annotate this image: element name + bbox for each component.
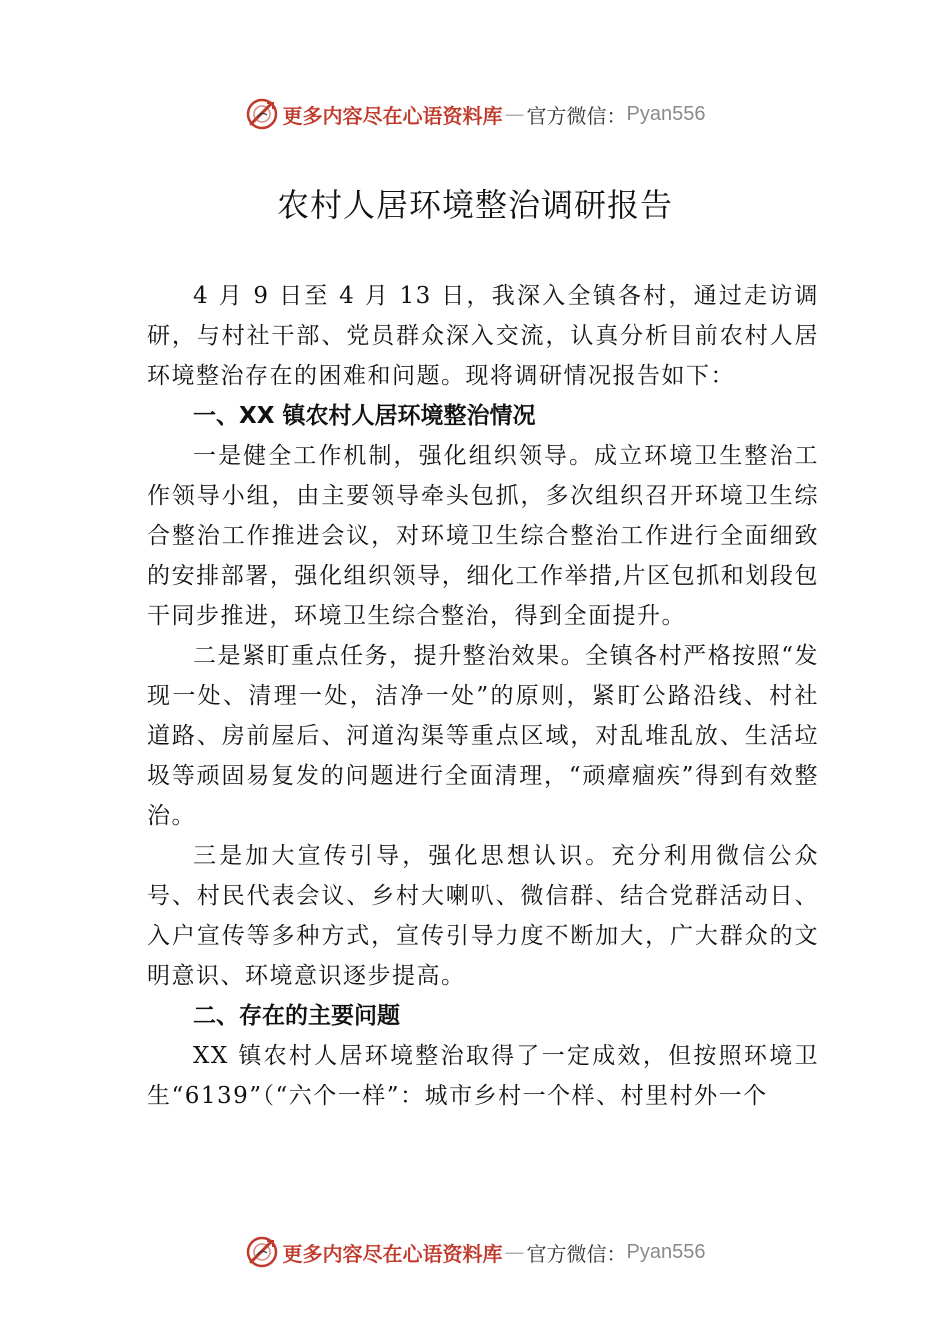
banner-wechat-label: 官方微信： (526, 1241, 627, 1266)
document-body (147, 276, 819, 1116)
section-heading-1: 一、XX 镇农村人居环境整治情况 (193, 403, 536, 429)
paragraph-mechanism: 一是健全工作机制，强化组织领导。成立环境卫生整治工作领导小组，由主要领导牵头包抓，多次组织召开环境卫生综合整治工作推进会议，对环境卫生综合整治工作进行全面细致的安排部署，强化组织领导，细化工作举措,片区包抓和划段包干同步推进，环境卫生综合整治，得到全面提升。 (147, 443, 819, 629)
paragraph-problems: XX 镇农村人居环境整治取得了一定成效，但按照环境卫生“6139”（“六个一样”：城市乡村一个样、村里村外一个 (147, 1043, 819, 1109)
paragraph-tasks: 二是紧盯重点任务，提升整治效果。全镇各村严格按照“发现一处、清理一处，洁净一处”的原则，紧盯公路沿线、村社道路、房前屋后、河道沟渠等重点区域，对乱堆乱放、生活垃圾等顽固易复发的问题进行全面清理，“顽瘴痼疾”得到有效整治。 (147, 643, 819, 829)
banner-dash: — (504, 102, 525, 126)
brand-logo-icon (245, 97, 279, 131)
document-title: 农村人居环境整治调研报告 (276, 186, 673, 224)
paragraph-publicity: 三是加大宣传引导，强化思想认识。充分利用微信公众号、村民代表会议、乡村大喇叭、微信群、结合党群活动日、入户宣传等多种方式，宣传引导力度不断加大，广大群众的文明意识、环境意识逐步提高。 (147, 843, 819, 989)
banner-wechat-label: 官方微信： (526, 103, 627, 128)
intro-paragraph: 4 月 9 日至 4 月 13 日，我深入全镇各村，通过走访调研，与村社干部、党员群众深入交流，认真分析目前农村人居环境整治存在的困难和问题。现将调研情况报告如下： (147, 283, 819, 389)
header-banner (0, 94, 950, 134)
banner-brand-text: 更多内容尽在心语资料库 (282, 103, 503, 128)
banner-wechat-id: Pyan556 (626, 102, 706, 125)
banner-wechat-id: Pyan556 (626, 1240, 706, 1263)
brand-logo-icon (245, 1235, 279, 1269)
section-heading-2: 二、存在的主要问题 (193, 1003, 400, 1029)
footer-banner (0, 1232, 950, 1272)
banner-dash: — (504, 1240, 525, 1264)
banner-brand-text: 更多内容尽在心语资料库 (282, 1241, 503, 1266)
